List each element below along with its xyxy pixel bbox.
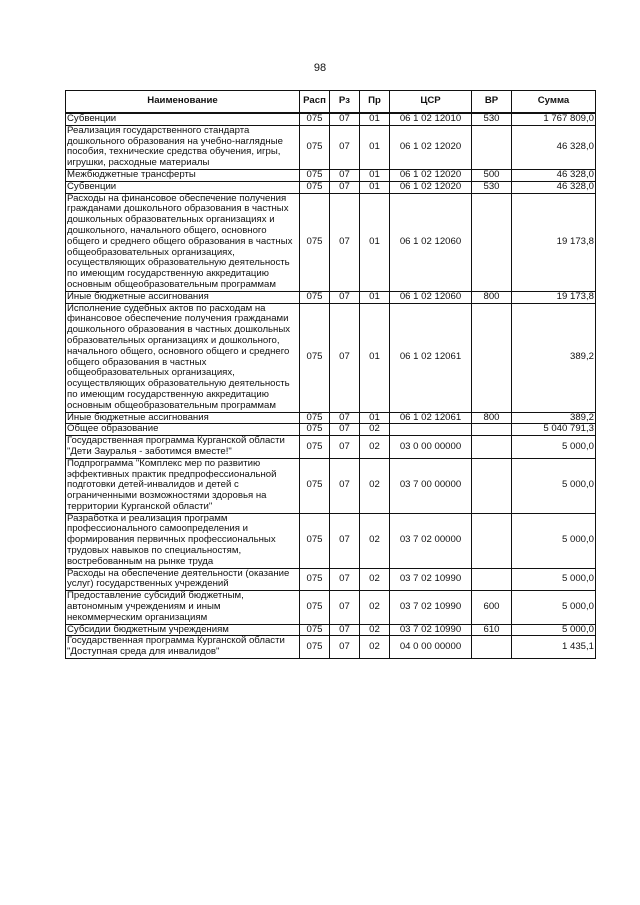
cell-name: Государственная программа Курганской области "Доступная среда для инвалидов" xyxy=(66,636,300,659)
cell-pr: 01 xyxy=(360,113,390,125)
cell-vr: 800 xyxy=(472,412,512,424)
cell-sum: 389,2 xyxy=(512,303,596,412)
cell-sum: 5 040 791,3 xyxy=(512,424,596,436)
cell-sum: 19 173,8 xyxy=(512,193,596,291)
cell-pr: 01 xyxy=(360,291,390,303)
cell-vr: 600 xyxy=(472,591,512,624)
cell-pr: 02 xyxy=(360,458,390,513)
cell-name: Иные бюджетные ассигнования xyxy=(66,291,300,303)
cell-csr: 06 1 02 12060 xyxy=(390,193,472,291)
cell-rz: 07 xyxy=(330,169,360,181)
cell-sum: 1 435,1 xyxy=(512,636,596,659)
cell-csr: 06 1 02 12020 xyxy=(390,169,472,181)
cell-rasp: 075 xyxy=(300,291,330,303)
cell-sum: 1 767 809,0 xyxy=(512,113,596,125)
cell-rasp: 075 xyxy=(300,181,330,193)
table-row xyxy=(66,458,596,513)
cell-sum: 46 328,0 xyxy=(512,169,596,181)
cell-rz: 07 xyxy=(330,193,360,291)
cell-vr: 500 xyxy=(472,169,512,181)
cell-sum: 5 000,0 xyxy=(512,458,596,513)
cell-rz: 07 xyxy=(330,181,360,193)
cell-sum: 5 000,0 xyxy=(512,513,596,568)
cell-name: Субвенции xyxy=(66,181,300,193)
cell-vr xyxy=(472,513,512,568)
cell-csr: 06 1 02 12020 xyxy=(390,181,472,193)
cell-sum: 46 328,0 xyxy=(512,125,596,169)
cell-sum: 5 000,0 xyxy=(512,568,596,591)
header-csr: ЦСР xyxy=(390,91,472,114)
cell-csr: 04 0 00 00000 xyxy=(390,636,472,659)
cell-vr xyxy=(472,636,512,659)
cell-name: Субсидии бюджетным учреждениям xyxy=(66,624,300,636)
table-row xyxy=(66,125,596,169)
header-pr: Пр xyxy=(360,91,390,114)
cell-rasp: 075 xyxy=(300,436,330,459)
cell-name: Общее образование xyxy=(66,424,300,436)
cell-rz: 07 xyxy=(330,436,360,459)
cell-csr: 06 1 02 12010 xyxy=(390,113,472,125)
cell-name: Подпрограмма "Комплекс мер по развитию эффективных практик предпрофессиональной подготовки детей-инвалидов и детей с ограниченными возможностями здоровья на территории Курганской области" xyxy=(66,458,300,513)
cell-csr: 03 7 00 00000 xyxy=(390,458,472,513)
cell-name: Реализация государственного стандарта дошкольного образования на учебно-наглядные пособия, технические средства обучения, игры, игрушки, расходные материалы xyxy=(66,125,300,169)
cell-name: Субвенции xyxy=(66,113,300,125)
cell-rasp: 075 xyxy=(300,513,330,568)
cell-rasp: 075 xyxy=(300,591,330,624)
cell-rz: 07 xyxy=(330,424,360,436)
cell-pr: 01 xyxy=(360,412,390,424)
cell-vr: 530 xyxy=(472,113,512,125)
cell-rz: 07 xyxy=(330,113,360,125)
cell-vr xyxy=(472,568,512,591)
cell-rz: 07 xyxy=(330,636,360,659)
cell-csr: 06 1 02 12020 xyxy=(390,125,472,169)
budget-table xyxy=(65,90,596,659)
table-header-row xyxy=(66,91,596,114)
cell-csr: 03 7 02 10990 xyxy=(390,591,472,624)
cell-pr: 01 xyxy=(360,303,390,412)
cell-rz: 07 xyxy=(330,458,360,513)
cell-pr: 02 xyxy=(360,513,390,568)
cell-name: Межбюджетные трансферты xyxy=(66,169,300,181)
header-vr: ВР xyxy=(472,91,512,114)
page-number: 98 xyxy=(313,62,327,74)
cell-csr: 06 1 02 12061 xyxy=(390,303,472,412)
table-row xyxy=(66,624,596,636)
table-row xyxy=(66,412,596,424)
cell-rz: 07 xyxy=(330,303,360,412)
cell-name: Расходы на финансовое обеспечение получения гражданами дошкольного образования в частных дошкольных образовательных организациях и дошкольного, начального общего, основного общего и среднего общего образования в частных общеобразовательных организациях, осуществляющих образовательную деятельность по имеющим государственную аккредитацию основным общеобразовательным программам xyxy=(66,193,300,291)
cell-vr xyxy=(472,436,512,459)
table-body xyxy=(66,113,596,659)
cell-rz: 07 xyxy=(330,591,360,624)
cell-pr: 02 xyxy=(360,591,390,624)
cell-sum: 5 000,0 xyxy=(512,591,596,624)
table-row xyxy=(66,636,596,659)
cell-csr: 03 0 00 00000 xyxy=(390,436,472,459)
cell-sum: 5 000,0 xyxy=(512,436,596,459)
cell-vr xyxy=(472,193,512,291)
cell-pr: 02 xyxy=(360,424,390,436)
cell-pr: 01 xyxy=(360,125,390,169)
cell-rasp: 075 xyxy=(300,193,330,291)
cell-rz: 07 xyxy=(330,624,360,636)
cell-rasp: 075 xyxy=(300,169,330,181)
cell-name: Разработка и реализация программ профессионального самоопределения и формирования первичных профессиональных трудовых навыков по специальностям, востребованным на рынке труда xyxy=(66,513,300,568)
cell-rasp: 075 xyxy=(300,412,330,424)
cell-pr: 02 xyxy=(360,624,390,636)
cell-vr: 530 xyxy=(472,181,512,193)
cell-rasp: 075 xyxy=(300,636,330,659)
cell-csr: 03 7 02 10990 xyxy=(390,568,472,591)
cell-vr xyxy=(472,424,512,436)
cell-pr: 01 xyxy=(360,181,390,193)
cell-rasp: 075 xyxy=(300,303,330,412)
cell-sum: 46 328,0 xyxy=(512,181,596,193)
cell-pr: 01 xyxy=(360,193,390,291)
cell-pr: 02 xyxy=(360,636,390,659)
header-sum: Сумма xyxy=(512,91,596,114)
table-row xyxy=(66,513,596,568)
table-row xyxy=(66,568,596,591)
cell-rz: 07 xyxy=(330,125,360,169)
cell-rasp: 075 xyxy=(300,568,330,591)
cell-pr: 02 xyxy=(360,568,390,591)
table-row xyxy=(66,169,596,181)
cell-name: Исполнение судебных актов по расходам на финансовое обеспечение получения гражданами дошкольного образования в частных дошкольных образовательных организациях и дошкольного, начального общего, основного общего и среднего общего образования в частных общеобразовательных организациях, осуществляющих образовательную деятельность по имеющим государственную аккредитацию основным общеобразовательным программам xyxy=(66,303,300,412)
cell-csr: 06 1 02 12060 xyxy=(390,291,472,303)
cell-rasp: 075 xyxy=(300,624,330,636)
cell-sum: 19 173,8 xyxy=(512,291,596,303)
table-row xyxy=(66,291,596,303)
cell-csr: 03 7 02 10990 xyxy=(390,624,472,636)
header-rz: Рз xyxy=(330,91,360,114)
table-row xyxy=(66,113,596,125)
cell-rz: 07 xyxy=(330,513,360,568)
cell-rasp: 075 xyxy=(300,424,330,436)
cell-rz: 07 xyxy=(330,412,360,424)
cell-csr: 06 1 02 12061 xyxy=(390,412,472,424)
table-row xyxy=(66,424,596,436)
cell-rasp: 075 xyxy=(300,113,330,125)
table-row xyxy=(66,181,596,193)
cell-rz: 07 xyxy=(330,568,360,591)
cell-sum: 389,2 xyxy=(512,412,596,424)
table-row xyxy=(66,436,596,459)
table-row xyxy=(66,303,596,412)
cell-pr: 01 xyxy=(360,169,390,181)
cell-name: Предоставление субсидий бюджетным, автономным учреждениям и иным некоммерческим организациям xyxy=(66,591,300,624)
cell-vr xyxy=(472,125,512,169)
cell-name: Расходы на обеспечение деятельности (оказание услуг) государственных учреждений xyxy=(66,568,300,591)
table-row xyxy=(66,193,596,291)
cell-vr xyxy=(472,458,512,513)
cell-name: Иные бюджетные ассигнования xyxy=(66,412,300,424)
cell-vr xyxy=(472,303,512,412)
header-name: Наименование xyxy=(66,91,300,114)
cell-pr: 02 xyxy=(360,436,390,459)
cell-vr: 610 xyxy=(472,624,512,636)
cell-sum: 5 000,0 xyxy=(512,624,596,636)
table-row xyxy=(66,591,596,624)
cell-rasp: 075 xyxy=(300,125,330,169)
cell-name: Государственная программа Курганской области "Дети Зауралья - заботимся вместе!" xyxy=(66,436,300,459)
header-rasp: Расп xyxy=(300,91,330,114)
cell-vr: 800 xyxy=(472,291,512,303)
cell-csr xyxy=(390,424,472,436)
cell-rasp: 075 xyxy=(300,458,330,513)
cell-csr: 03 7 02 00000 xyxy=(390,513,472,568)
cell-rz: 07 xyxy=(330,291,360,303)
